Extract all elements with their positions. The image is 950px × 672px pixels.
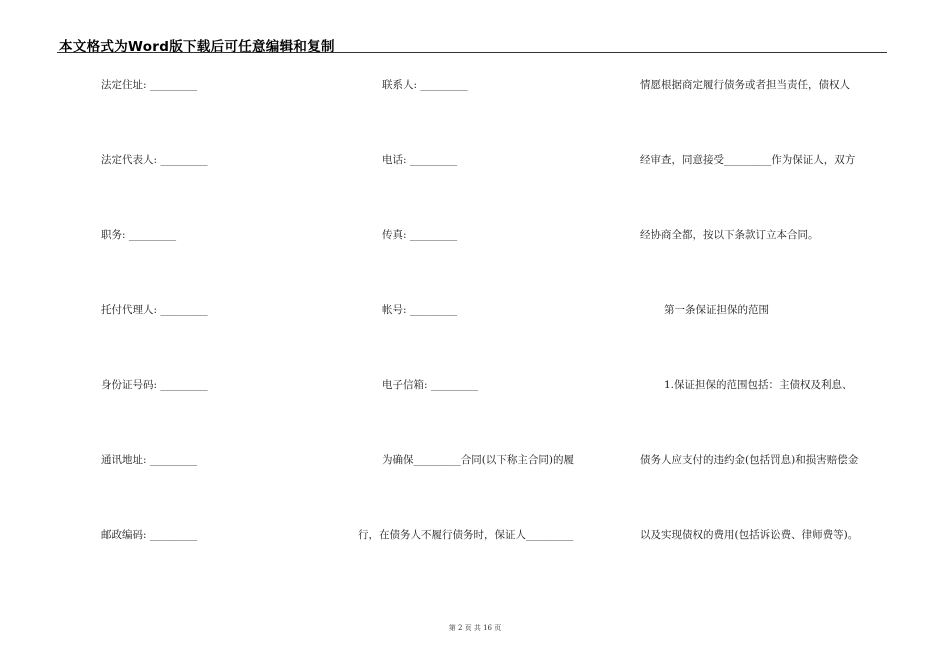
field-legal-address: 法定住址: _________: [101, 79, 198, 91]
paragraph-line: 为确保_________合同(以下称主合同)的履: [382, 454, 574, 466]
field-authorized-agent: 托付代理人: _________: [101, 304, 208, 316]
paragraph-line: 债务人应支付的违约金(包括罚息)和损害赔偿金: [640, 454, 859, 466]
field-position: 职务: _________: [101, 229, 177, 241]
paragraph-line: 1.保证担保的范围包括：主债权及利息、: [664, 379, 853, 391]
field-mailing-address: 通讯地址: _________: [101, 454, 198, 466]
page-number: 第 2 页 共 16 页: [448, 624, 502, 632]
paragraph-line: 经协商全都，按以下条款订立本合同。: [640, 229, 819, 241]
field-phone: 电话: _________: [382, 154, 458, 166]
field-fax: 传真: _________: [382, 229, 458, 241]
paragraph-line: 行，在债务人不履行债务时，保证人_________: [358, 529, 574, 541]
field-contact-person: 联系人: _________: [382, 79, 468, 91]
section-heading: 第一条保证担保的范围: [664, 304, 769, 316]
field-postal-code: 邮政编码: _________: [101, 529, 198, 541]
paragraph-line: 情愿根据商定履行债务或者担当责任，债权人: [640, 79, 850, 91]
field-account-number: 帐号: _________: [382, 304, 458, 316]
field-email: 电子信箱: _________: [382, 379, 479, 391]
field-legal-representative: 法定代表人: _________: [101, 154, 208, 166]
document-header-title: 本文格式为Word版下载后可任意编辑和复制: [59, 39, 335, 55]
header-divider: [57, 52, 887, 53]
paragraph-line: 经审查，同意接受_________作为保证人，双方: [640, 154, 856, 166]
paragraph-line: 以及实现债权的费用(包括诉讼费、律师费等)。: [640, 529, 859, 541]
field-id-number: 身份证号码: _________: [101, 379, 208, 391]
